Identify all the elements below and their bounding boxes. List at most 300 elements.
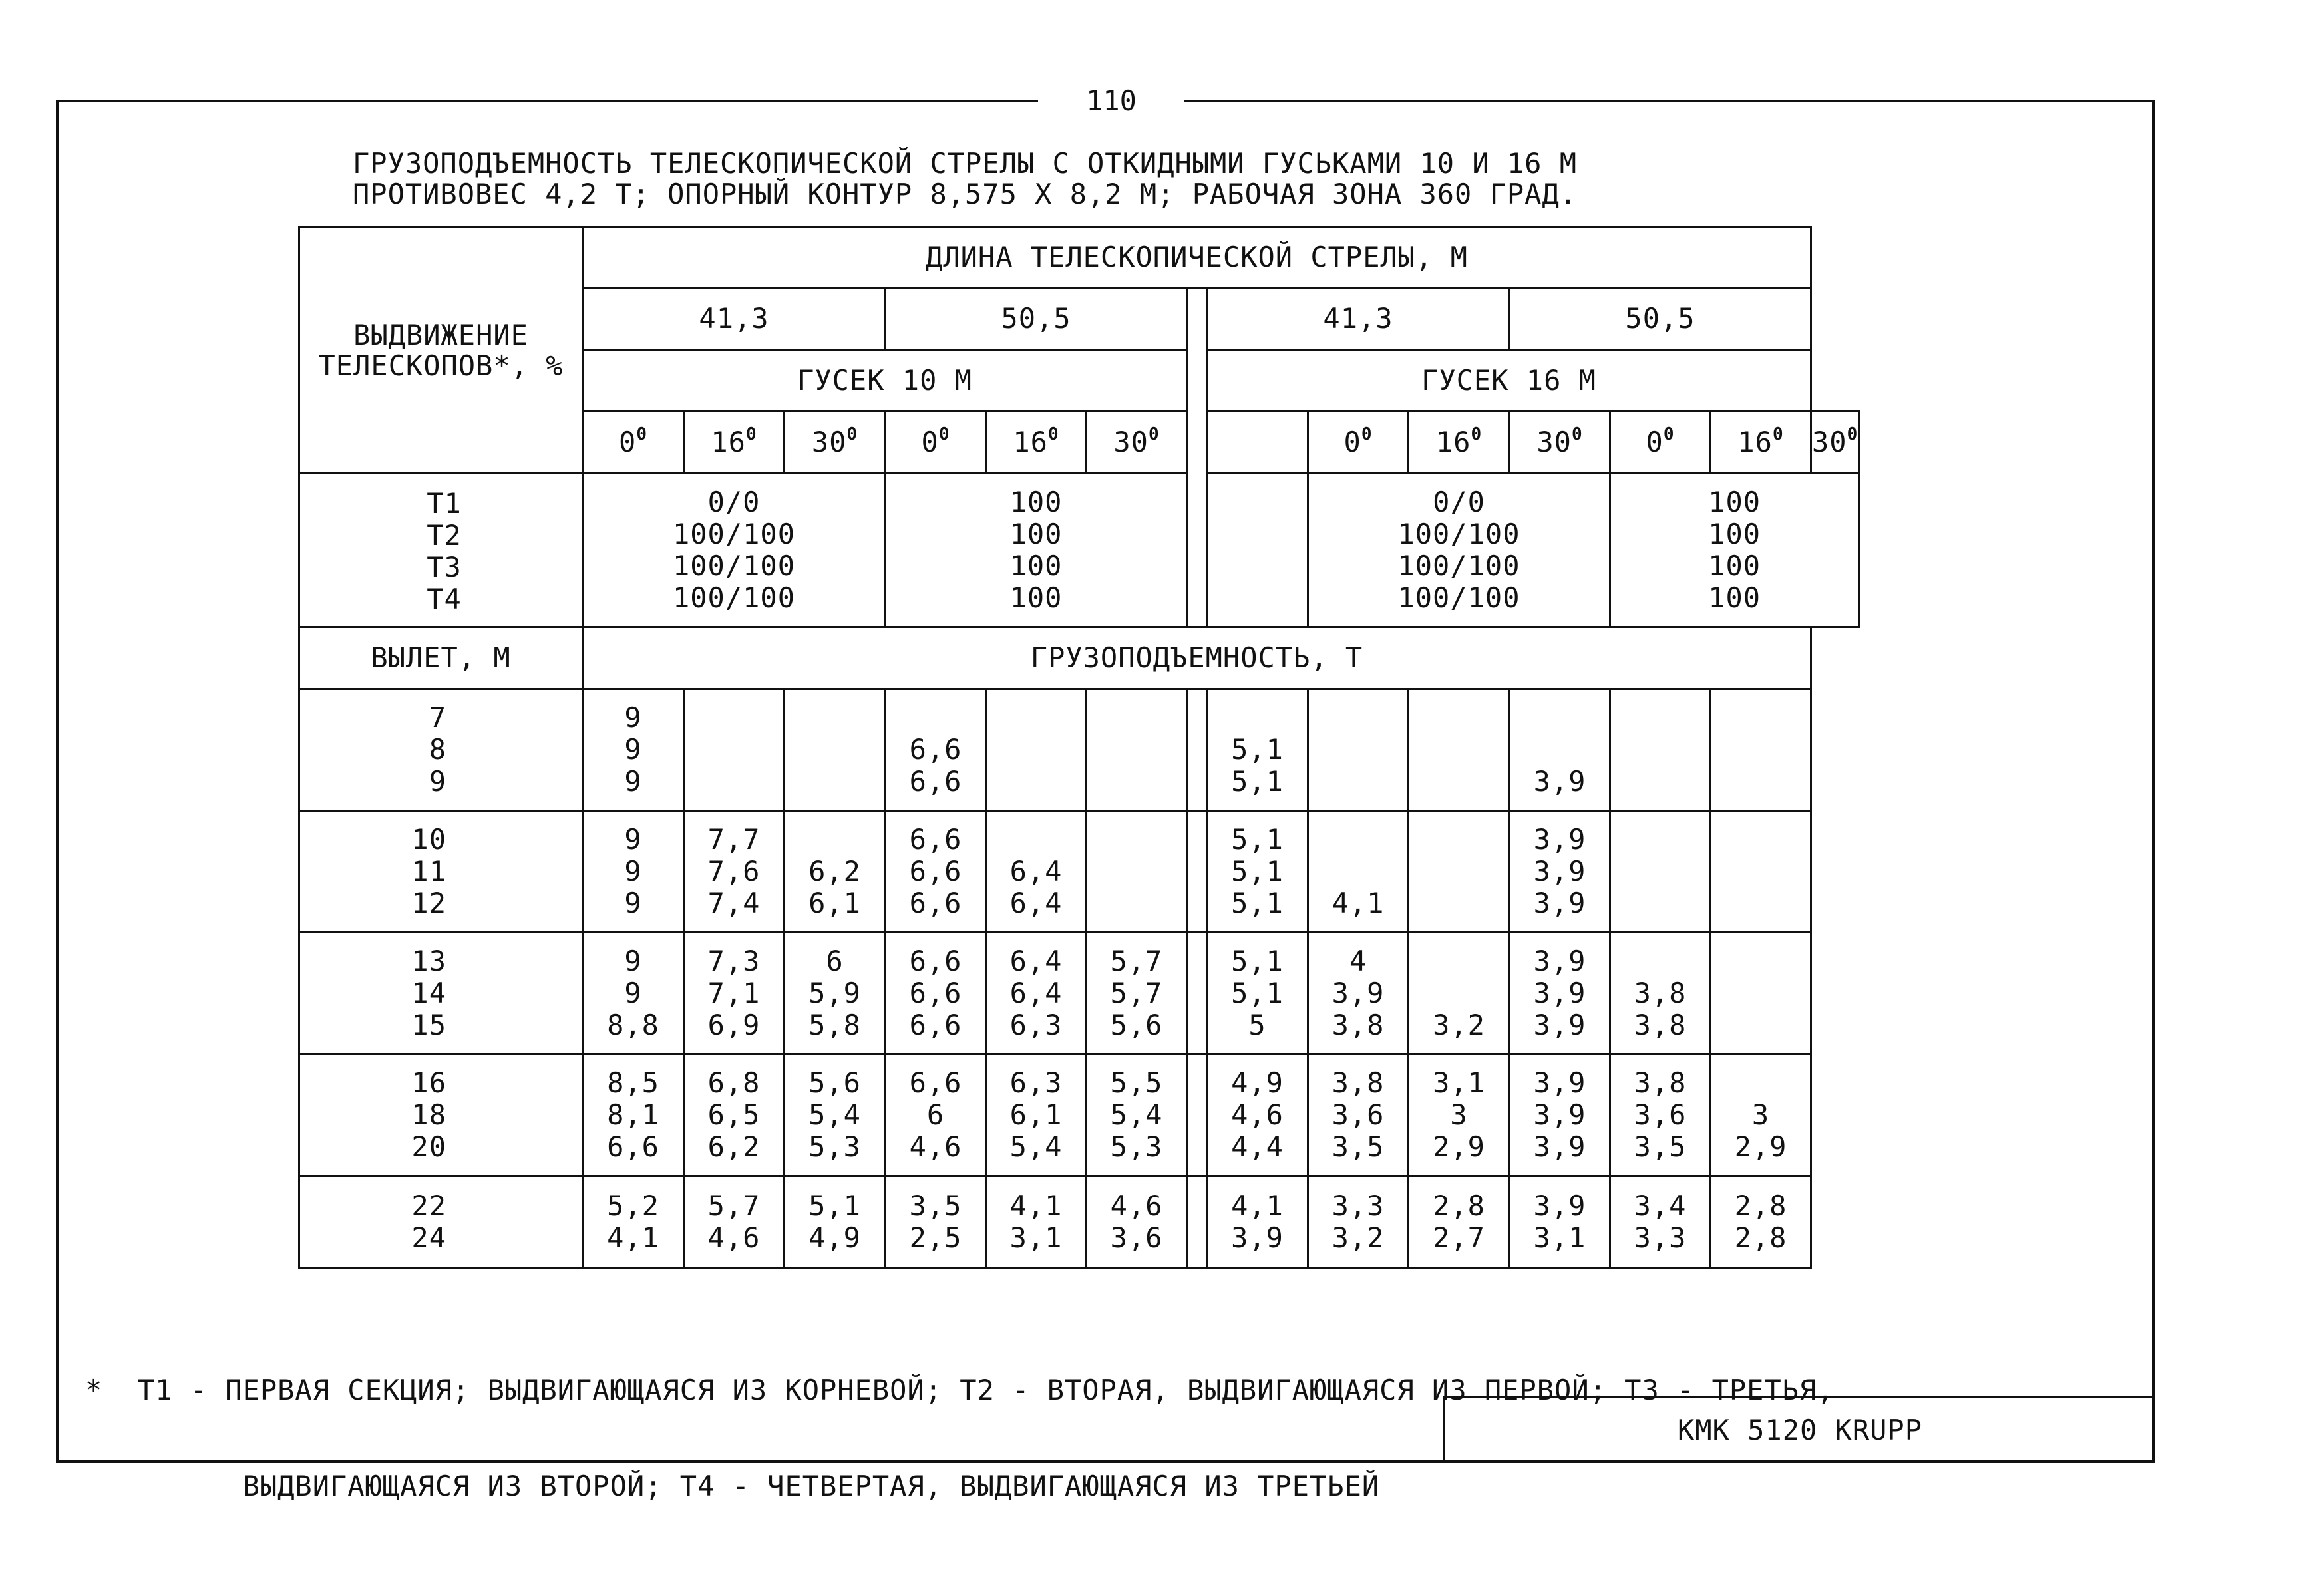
angle-header	[986, 412, 1087, 474]
capacity-value	[1309, 734, 1407, 766]
capacity-value: 6,6	[607, 1130, 659, 1163]
extension-values	[886, 474, 1187, 627]
footnote-line-1: * Т1 - ПЕРВАЯ СЕКЦИЯ; ВЫДВИГАЮЩАЯСЯ ИЗ КОРНЕВОЙ; Т2 - ВТОРАЯ, ВЫДВИГАЮЩАЯСЯ ИЗ ПЕРВОЙ; Т3 - ТРЕТЬЯ,	[85, 1374, 1835, 1406]
boom-length-col: 41,3	[1207, 288, 1510, 350]
angle-value: 30	[1812, 426, 1847, 458]
radius-value: 8	[429, 733, 446, 766]
column-divider	[1187, 933, 1207, 1054]
capacity-values	[1308, 689, 1409, 811]
capacity-value: 3,6	[1110, 1221, 1163, 1254]
capacity-value: 5,1	[1231, 855, 1284, 887]
extension-value: 100	[1009, 518, 1063, 550]
capacity-value: 9	[624, 823, 642, 856]
capacity-value: 3,8	[1331, 1009, 1385, 1041]
capacity-value: 3	[1450, 1098, 1468, 1131]
capacity-values	[785, 689, 886, 811]
capacity-value: 3,1	[1533, 1221, 1586, 1254]
capacity-values	[1711, 1054, 1811, 1176]
capacity-value	[1611, 734, 1709, 766]
capacity-value: 6,4	[1009, 887, 1063, 919]
capacity-value: 3,9	[1533, 823, 1586, 856]
capacity-values	[1087, 811, 1187, 933]
capacity-value	[1611, 766, 1709, 798]
capacity-value	[1611, 824, 1709, 856]
extension-value: 100/100	[1397, 581, 1520, 614]
extension-values	[1308, 474, 1610, 627]
capacity-value: 5,9	[808, 977, 861, 1009]
capacity-values	[1510, 689, 1610, 811]
capacity-value	[685, 734, 783, 766]
capacity-values	[785, 811, 886, 933]
capacity-value: 5,1	[1231, 765, 1284, 798]
radius-value: 7	[429, 701, 446, 734]
capacity-value	[1611, 887, 1709, 919]
capacity-value	[987, 824, 1085, 856]
angle-header	[1510, 412, 1610, 474]
radius-value: 14	[411, 977, 446, 1009]
capacity-value	[987, 734, 1085, 766]
capacity-values	[1711, 811, 1811, 933]
capacity-value: 6,6	[909, 977, 962, 1009]
radius-value: 24	[411, 1221, 446, 1254]
capacity-value: 3,1	[1433, 1066, 1485, 1099]
capacity-value: 5,1	[1231, 945, 1284, 977]
capacity-value: 5,6	[808, 1066, 861, 1099]
capacity-value: 4	[1349, 945, 1367, 977]
capacity-value	[1208, 702, 1307, 734]
capacity-value	[1711, 1009, 1810, 1041]
capacity-value	[1409, 887, 1508, 919]
capacity-value: 2,7	[1433, 1221, 1485, 1254]
capacity-value: 8,5	[607, 1066, 659, 1099]
capacity-value: 6,6	[909, 765, 962, 798]
capacity-value: 5,8	[808, 1009, 861, 1041]
capacity-value: 4,6	[909, 1130, 962, 1163]
capacity-value	[987, 702, 1085, 734]
extension-value: 100	[1708, 550, 1761, 582]
angle-value: 16	[1435, 426, 1471, 458]
header-extension-label: ВЫДВИЖЕНИЕ ТЕЛЕСКОПОВ*, %	[318, 318, 564, 382]
capacity-value	[1409, 856, 1508, 887]
capacity-value: 6,2	[808, 855, 861, 887]
capacity-value	[785, 824, 884, 856]
capacity-value: 8,1	[607, 1098, 659, 1131]
degree-mark: 0	[1571, 424, 1583, 444]
capacity-values	[1610, 1176, 1711, 1269]
capacity-value	[1711, 856, 1810, 887]
capacity-value: 6	[926, 1098, 945, 1131]
capacity-value: 3,3	[1634, 1221, 1687, 1254]
capacity-values	[1207, 933, 1308, 1054]
capacity-value: 2,5	[909, 1221, 962, 1254]
column-divider	[1187, 288, 1207, 627]
title-line-2: ПРОТИВОВЕС 4,2 Т; ОПОРНЫЙ КОНТУР 8,575 Х 8,2 М; РАБОЧАЯ ЗОНА 360 ГРАД.	[353, 178, 1578, 210]
capacity-value: 9	[624, 887, 642, 919]
capacity-values	[986, 1176, 1087, 1269]
extension-value: 100/100	[672, 581, 795, 614]
capacity-value: 8,8	[607, 1009, 659, 1041]
capacity-value: 6,6	[909, 1066, 962, 1099]
capacity-value	[1711, 702, 1810, 734]
capacity-value	[1409, 824, 1508, 856]
extension-value: 100	[1708, 581, 1761, 614]
radius-header: ВЫЛЕТ, М	[299, 627, 583, 689]
capacity-value: 4,1	[1331, 887, 1385, 919]
capacity-value: 3,9	[1533, 1009, 1586, 1041]
capacity-value: 6,1	[1009, 1098, 1063, 1131]
capacity-values	[684, 1054, 785, 1176]
capacity-value: 5,7	[1110, 977, 1163, 1009]
degree-mark: 0	[745, 424, 757, 444]
capacity-value: 3,2	[1433, 1009, 1485, 1041]
capacity-values	[886, 933, 986, 1054]
capacity-value	[1409, 766, 1508, 798]
capacity-value: 4,1	[1009, 1190, 1063, 1222]
capacity-value: 5,4	[808, 1098, 861, 1131]
degree-mark: 0	[636, 424, 647, 444]
radius-values	[299, 689, 583, 811]
column-divider	[1187, 689, 1207, 811]
capacity-value: 5,6	[1110, 1009, 1163, 1041]
capacity-value	[1309, 856, 1407, 887]
telescope-labels	[299, 474, 583, 627]
capacity-value: 9	[624, 733, 642, 766]
capacity-value	[1711, 766, 1810, 798]
capacity-value: 6,6	[909, 887, 962, 919]
column-divider	[1187, 811, 1207, 933]
extension-value: 100	[1009, 581, 1063, 614]
capacity-value	[1611, 702, 1709, 734]
capacity-value	[1611, 945, 1709, 977]
capacity-value: 9	[624, 701, 642, 734]
capacity-value: 5,3	[1110, 1130, 1163, 1163]
capacity-value	[1711, 977, 1810, 1009]
capacity-value: 2,8	[1433, 1190, 1485, 1222]
angle-value: 0	[1646, 426, 1664, 458]
capacity-value: 9	[624, 977, 642, 1009]
table-row	[299, 1176, 1859, 1269]
capacity-value: 3,2	[1331, 1221, 1385, 1254]
capacity-values	[986, 689, 1087, 811]
capacity-value: 4,4	[1231, 1130, 1284, 1163]
capacity-values	[986, 1054, 1087, 1176]
capacity-values	[1409, 1054, 1510, 1176]
capacity-value: 4,9	[1231, 1066, 1284, 1099]
header-boom-length: ДЛИНА ТЕЛЕСКОПИЧЕСКОЙ СТРЕЛЫ, М	[583, 228, 1811, 288]
capacity-value	[785, 734, 884, 766]
degree-mark: 0	[1663, 424, 1675, 444]
capacity-value: 5	[1248, 1009, 1266, 1041]
capacity-value: 3,9	[1331, 977, 1385, 1009]
capacity-value: 7,4	[707, 887, 761, 919]
capacity-values	[583, 689, 684, 811]
capacity-value: 2,8	[1734, 1221, 1787, 1254]
jib-16-header: ГУСЕК 16 М	[1207, 350, 1811, 412]
radius-value: 9	[429, 765, 446, 798]
capacity-value	[1309, 766, 1407, 798]
column-divider	[1187, 1054, 1207, 1176]
capacity-value: 3	[1751, 1098, 1770, 1131]
capacity-values	[1308, 1054, 1409, 1176]
capacity-value: 5,5	[1110, 1066, 1163, 1099]
capacity-values	[986, 933, 1087, 1054]
capacity-values	[684, 811, 785, 933]
telescope-label: Т3	[427, 551, 462, 583]
extension-value: 100/100	[672, 550, 795, 582]
radius-values	[299, 1176, 583, 1269]
capacity-value	[1087, 824, 1186, 856]
angle-header	[886, 412, 986, 474]
capacity-value: 6,9	[707, 1009, 761, 1041]
boom-length-col: 50,5	[1510, 288, 1811, 350]
capacity-value: 3,9	[1533, 855, 1586, 887]
capacity-value: 3,9	[1533, 765, 1586, 798]
capacity-values	[1711, 689, 1811, 811]
title-line-1: ГРУЗОПОДЪЕМНОСТЬ ТЕЛЕСКОПИЧЕСКОЙ СТРЕЛЫ С ОТКИДНЫМИ ГУСЬКАМИ 10 И 16 М	[353, 147, 1578, 180]
capacity-value	[1510, 702, 1609, 734]
capacity-value: 7,1	[707, 977, 761, 1009]
capacity-value: 5,7	[1110, 945, 1163, 977]
capacity-values	[785, 933, 886, 1054]
capacity-value: 6,5	[707, 1098, 761, 1131]
angle-header	[785, 412, 886, 474]
capacity-value: 6,6	[909, 733, 962, 766]
radius-values	[299, 933, 583, 1054]
capacity-value	[1309, 702, 1407, 734]
capacity-value: 6,2	[707, 1130, 761, 1163]
capacity-value: 3,8	[1634, 1066, 1687, 1099]
capacity-value: 3,5	[1331, 1130, 1385, 1163]
capacity-value: 3,8	[1634, 1009, 1687, 1041]
degree-mark: 0	[1471, 424, 1483, 444]
capacity-value: 2,9	[1433, 1130, 1485, 1163]
capacity-value: 6,4	[1009, 855, 1063, 887]
capacity-value: 5,1	[808, 1190, 861, 1222]
angle-value: 16	[1013, 426, 1048, 458]
capacity-header: ГРУЗОПОДЪЕМНОСТЬ, Т	[583, 627, 1811, 689]
table-row	[299, 1054, 1859, 1176]
capacity-value: 3,9	[1533, 977, 1586, 1009]
capacity-values	[1711, 933, 1811, 1054]
capacity-values	[1610, 689, 1711, 811]
angle-value: 16	[711, 426, 746, 458]
capacity-value: 4,1	[607, 1221, 659, 1254]
extension-value: 100	[1009, 550, 1063, 582]
degree-mark: 0	[1772, 424, 1784, 444]
capacity-values	[583, 1176, 684, 1269]
capacity-value: 5,1	[1231, 823, 1284, 856]
capacity-value: 4,6	[1110, 1190, 1163, 1222]
angle-value: 30	[1536, 426, 1572, 458]
table-row	[299, 689, 1859, 811]
radius-value: 12	[411, 887, 446, 919]
capacity-values	[886, 1054, 986, 1176]
table-row	[299, 933, 1859, 1054]
capacity-value	[886, 702, 985, 734]
capacity-value: 5,3	[808, 1130, 861, 1163]
capacity-value: 5,7	[707, 1190, 761, 1222]
degree-mark: 0	[846, 424, 858, 444]
capacity-value: 3,5	[1634, 1130, 1687, 1163]
degree-mark: 0	[1361, 424, 1373, 444]
capacity-values	[1510, 811, 1610, 933]
column-divider	[1207, 474, 1308, 627]
capacity-values	[1610, 1054, 1711, 1176]
angle-value: 30	[811, 426, 847, 458]
capacity-value: 9	[624, 855, 642, 887]
capacity-value: 3,5	[909, 1190, 962, 1222]
capacity-value: 9	[624, 765, 642, 798]
capacity-value: 5,1	[1231, 977, 1284, 1009]
extension-value: 0/0	[707, 486, 761, 518]
capacity-values	[684, 933, 785, 1054]
capacity-value	[1087, 734, 1186, 766]
capacity-value: 3,9	[1533, 1066, 1586, 1099]
capacity-value	[987, 766, 1085, 798]
column-divider	[1187, 1176, 1207, 1269]
capacity-value	[685, 766, 783, 798]
angle-value: 0	[1343, 426, 1361, 458]
capacity-values	[1087, 1176, 1187, 1269]
angle-header	[1087, 412, 1187, 474]
extension-values	[583, 474, 886, 627]
capacity-values	[785, 1054, 886, 1176]
capacity-value: 6,6	[909, 1009, 962, 1041]
angle-header	[583, 412, 684, 474]
capacity-values	[1087, 933, 1187, 1054]
capacity-values	[1308, 933, 1409, 1054]
capacity-value: 6,3	[1009, 1066, 1063, 1099]
capacity-value	[1309, 824, 1407, 856]
degree-mark: 0	[1847, 424, 1859, 444]
capacity-value	[1409, 734, 1508, 766]
capacity-values	[886, 1176, 986, 1269]
capacity-values	[1409, 689, 1510, 811]
load-capacity-table	[298, 226, 1860, 1269]
capacity-value	[1409, 977, 1508, 1009]
page-number: 110	[1038, 81, 1184, 121]
capacity-value: 3,1	[1009, 1221, 1063, 1254]
capacity-value	[1711, 887, 1810, 919]
capacity-values	[1610, 933, 1711, 1054]
angle-value: 0	[619, 426, 637, 458]
capacity-value: 4,9	[808, 1221, 861, 1254]
extension-value: 100	[1708, 518, 1761, 550]
capacity-values	[1610, 811, 1711, 933]
angle-header	[1308, 412, 1409, 474]
telescope-label: Т2	[427, 519, 462, 552]
extension-value: 0/0	[1433, 486, 1485, 518]
angle-value: 16	[1737, 426, 1773, 458]
capacity-value	[1087, 856, 1186, 887]
capacity-values	[1510, 933, 1610, 1054]
boom-length-col: 50,5	[886, 288, 1187, 350]
capacity-value: 3,9	[1533, 1190, 1586, 1222]
capacity-values	[986, 811, 1087, 933]
capacity-value: 6,4	[1009, 945, 1063, 977]
capacity-values	[684, 689, 785, 811]
capacity-value: 5,1	[1231, 887, 1284, 919]
capacity-value: 5,4	[1009, 1130, 1063, 1163]
capacity-values	[1409, 811, 1510, 933]
capacity-value: 6,6	[909, 855, 962, 887]
capacity-values	[1087, 689, 1187, 811]
capacity-value: 5,4	[1110, 1098, 1163, 1131]
angle-header	[1409, 412, 1510, 474]
capacity-value: 6,6	[909, 945, 962, 977]
capacity-value: 3,3	[1331, 1190, 1385, 1222]
angle-header	[1711, 412, 1811, 474]
capacity-value: 6	[826, 945, 844, 977]
capacity-values	[1207, 1176, 1308, 1269]
capacity-values	[684, 1176, 785, 1269]
angle-header	[1610, 412, 1711, 474]
radius-value: 16	[411, 1066, 446, 1099]
degree-mark: 0	[1047, 424, 1059, 444]
extension-value: 100/100	[1397, 550, 1520, 582]
capacity-value: 6,6	[909, 823, 962, 856]
capacity-value: 3,8	[1331, 1066, 1385, 1099]
radius-value: 15	[411, 1009, 446, 1041]
table-row	[299, 811, 1859, 933]
capacity-value: 2,9	[1734, 1130, 1787, 1163]
capacity-value: 4,6	[707, 1221, 761, 1254]
jib-10-header: ГУСЕК 10 М	[583, 350, 1187, 412]
extension-value: 100	[1009, 486, 1063, 518]
extension-values	[1610, 474, 1859, 627]
capacity-value	[1087, 702, 1186, 734]
capacity-values	[583, 811, 684, 933]
capacity-value: 4,6	[1231, 1098, 1284, 1131]
capacity-values	[1510, 1054, 1610, 1176]
capacity-values	[1087, 1054, 1187, 1176]
capacity-value	[1409, 945, 1508, 977]
capacity-values	[1207, 689, 1308, 811]
capacity-value	[685, 702, 783, 734]
capacity-value: 6,3	[1009, 1009, 1063, 1041]
footnote-line-2: ВЫДВИГАЮЩАЯСЯ ИЗ ВТОРОЙ; Т4 - ЧЕТВЕРТАЯ, ВЫДВИГАЮЩАЯСЯ ИЗ ТРЕТЬЕЙ	[85, 1470, 1380, 1502]
capacity-value: 3,9	[1533, 1130, 1586, 1163]
capacity-value	[785, 702, 884, 734]
capacity-value	[1087, 887, 1186, 919]
capacity-value	[1711, 824, 1810, 856]
capacity-value: 3,9	[1231, 1221, 1284, 1254]
radius-value: 11	[411, 855, 446, 887]
angle-header	[684, 412, 785, 474]
capacity-values	[785, 1176, 886, 1269]
angle-value: 0	[921, 426, 939, 458]
capacity-value	[1409, 702, 1508, 734]
title-block-stamp: КМК 5120 KRUPP	[1443, 1396, 2155, 1463]
capacity-values	[1308, 1176, 1409, 1269]
angle-header	[1811, 412, 1859, 474]
capacity-values	[1207, 811, 1308, 933]
capacity-value	[1711, 1067, 1810, 1099]
capacity-value: 3,6	[1634, 1098, 1687, 1131]
capacity-value: 7,7	[707, 823, 761, 856]
capacity-value: 3,9	[1533, 1098, 1586, 1131]
radius-value: 13	[411, 945, 446, 977]
capacity-values	[1409, 1176, 1510, 1269]
capacity-values	[886, 689, 986, 811]
capacity-value: 3,4	[1634, 1190, 1687, 1222]
capacity-value: 4,1	[1231, 1190, 1284, 1222]
radius-value: 20	[411, 1130, 446, 1163]
capacity-values	[1711, 1176, 1811, 1269]
extension-value: 100/100	[1397, 518, 1520, 550]
radius-value: 22	[411, 1190, 446, 1222]
radius-values	[299, 1054, 583, 1176]
